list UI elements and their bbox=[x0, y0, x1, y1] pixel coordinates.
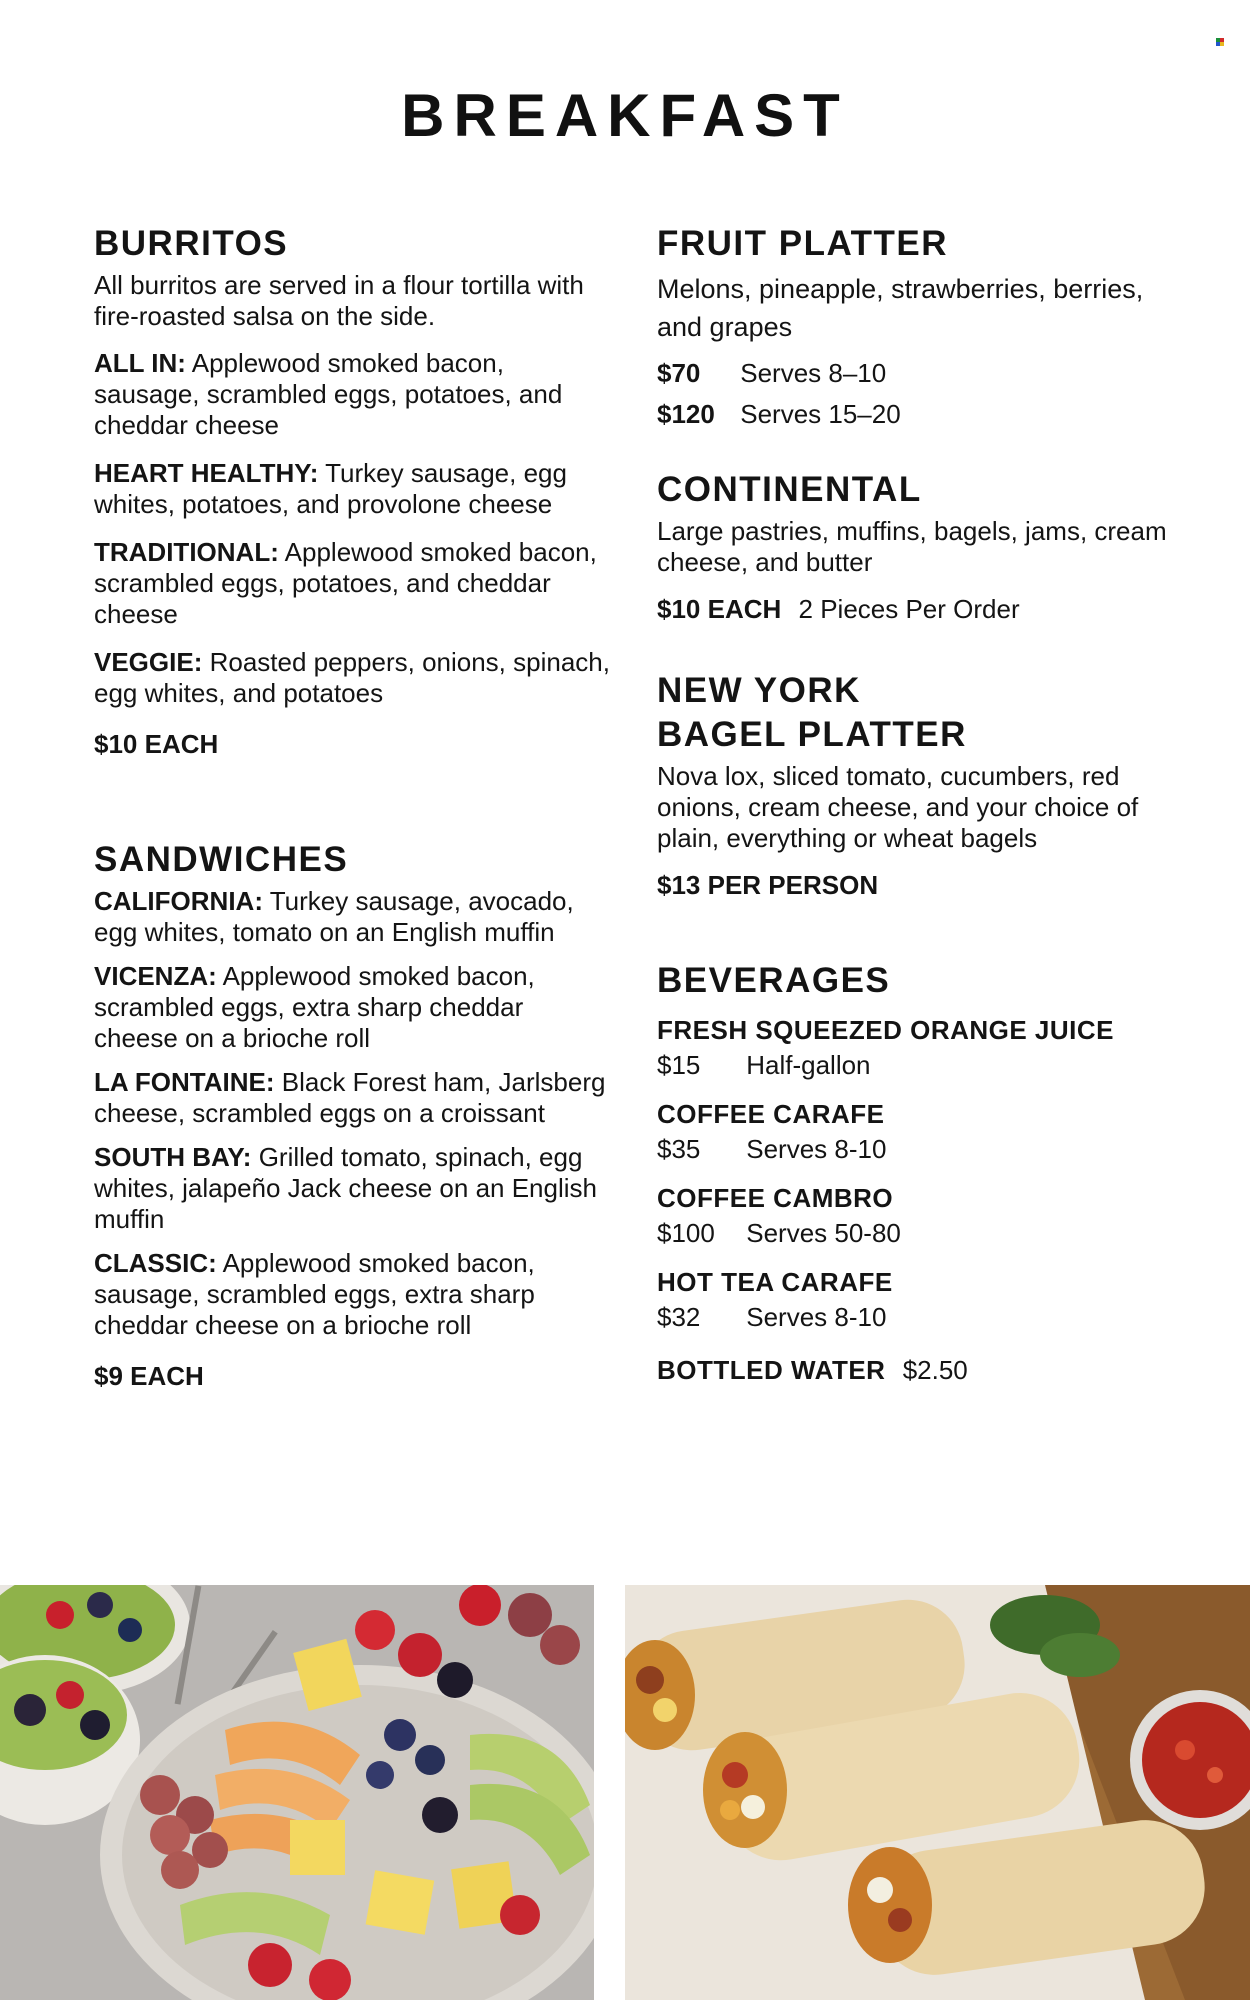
beverage-price-row bbox=[657, 1218, 1177, 1249]
beverage-detail: Serves 50-80 bbox=[746, 1218, 901, 1248]
item-description: Turkey sausage, egg whites, potatoes, and provolone cheese bbox=[94, 458, 567, 519]
price-amount: $32 bbox=[657, 1302, 701, 1332]
right-column bbox=[657, 222, 1177, 1404]
burritos-intro: All burritos are served in a flour tortilla with fire-roasted salsa on the side. bbox=[94, 270, 584, 331]
fruit-platter-photo bbox=[0, 1585, 594, 2000]
price-amount: $120 bbox=[657, 399, 715, 429]
fruit-platter-description: Melons, pineapple, strawberries, berries, and grapes bbox=[657, 274, 1144, 342]
beverage-detail: Serves 8-10 bbox=[746, 1134, 887, 1164]
beverage-name: COFFEE CARAFE bbox=[657, 1099, 885, 1129]
fruit-platter-price-row bbox=[657, 399, 1177, 430]
menu-item-traditional bbox=[94, 537, 614, 630]
menu-item-vicenza bbox=[94, 961, 614, 1054]
item-name: LA FONTAINE: bbox=[94, 1067, 275, 1097]
menu-item-veggie bbox=[94, 647, 614, 709]
item-name: VICENZA: bbox=[94, 961, 217, 991]
serves-text: Serves 15–20 bbox=[740, 399, 901, 429]
fruit-platter-section bbox=[657, 222, 1177, 430]
item-name: CALIFORNIA: bbox=[94, 886, 263, 916]
item-name: SOUTH BAY: bbox=[94, 1142, 252, 1172]
bottled-water-row bbox=[657, 1355, 1177, 1386]
burritos-price: $10 EACH bbox=[94, 729, 219, 759]
item-description: Applewood smoked bacon, scrambled eggs, potatoes, and cheddar cheese bbox=[94, 537, 597, 629]
continental-title: CONTINENTAL bbox=[657, 470, 922, 509]
bagel-platter-title-line2: BAGEL PLATTER bbox=[657, 715, 967, 754]
corner-mark-icon bbox=[1216, 38, 1224, 46]
menu-item-south-bay bbox=[94, 1142, 614, 1235]
item-description: Applewood smoked bacon, scrambled eggs, extra sharp cheddar cheese on a brioche roll bbox=[94, 961, 535, 1053]
order-note: 2 Pieces Per Order bbox=[798, 594, 1020, 624]
item-name: VEGGIE: bbox=[94, 647, 203, 677]
burritos-illustration bbox=[625, 1585, 1250, 2000]
bagel-platter-description: Nova lox, sliced tomato, cucumbers, red onions, cream cheese, and your choice of plain, everything or wheat bagels bbox=[657, 761, 1139, 853]
continental-section bbox=[657, 468, 1177, 625]
page-title: BREAKFAST bbox=[401, 82, 849, 149]
beverage-price-row bbox=[657, 1134, 1177, 1165]
continental-price-row bbox=[657, 594, 1177, 625]
price-amount: $15 bbox=[657, 1050, 701, 1080]
beverage-item bbox=[657, 1015, 1177, 1081]
menu-item-california bbox=[94, 886, 614, 948]
beverage-name: HOT TEA CARAFE bbox=[657, 1267, 893, 1297]
bagel-platter-price: $13 PER PERSON bbox=[657, 870, 879, 900]
item-name: HEART HEALTHY: bbox=[94, 458, 319, 488]
menu-item-la-fontaine bbox=[94, 1067, 614, 1129]
serves-text: Serves 8–10 bbox=[740, 358, 887, 388]
beverage-item bbox=[657, 1099, 1177, 1165]
beverages-title: BEVERAGES bbox=[657, 961, 891, 1000]
sandwiches-title: SANDWICHES bbox=[94, 840, 349, 879]
sandwiches-section bbox=[94, 838, 614, 1392]
item-name: TRADITIONAL: bbox=[94, 537, 279, 567]
item-description: Applewood smoked bacon, sausage, scrambled eggs, extra sharp cheddar cheese on a brioche roll bbox=[94, 1248, 535, 1340]
price-amount: $10 EACH bbox=[657, 594, 782, 624]
item-description: Applewood smoked bacon, sausage, scrambled eggs, potatoes, and cheddar cheese bbox=[94, 348, 563, 440]
menu-item-all-in bbox=[94, 348, 614, 441]
item-description: Grilled tomato, spinach, egg whites, jalapeño Jack cheese on an English muffin bbox=[94, 1142, 597, 1234]
menu-item-classic bbox=[94, 1248, 614, 1341]
price-amount: $35 bbox=[657, 1134, 701, 1164]
burritos-title: BURRITOS bbox=[94, 224, 289, 263]
price-amount: $100 bbox=[657, 1218, 715, 1248]
item-name: CLASSIC: bbox=[94, 1248, 217, 1278]
beverage-name: BOTTLED WATER bbox=[657, 1355, 886, 1385]
item-name: ALL IN: bbox=[94, 348, 186, 378]
beverage-detail: Serves 8-10 bbox=[746, 1302, 887, 1332]
beverage-price-row bbox=[657, 1050, 1177, 1081]
bagel-platter-section bbox=[657, 669, 1177, 901]
beverage-item bbox=[657, 1183, 1177, 1249]
beverage-name: COFFEE CAMBRO bbox=[657, 1183, 894, 1213]
fruit-platter-title: FRUIT PLATTER bbox=[657, 224, 949, 263]
item-description: Turkey sausage, avocado, egg whites, tomato on an English muffin bbox=[94, 886, 574, 947]
price-amount: $70 bbox=[657, 358, 701, 388]
beverages-section bbox=[657, 959, 1177, 1386]
sandwiches-price: $9 EACH bbox=[94, 1361, 204, 1391]
burritos-section bbox=[94, 222, 614, 760]
beverage-detail: Half-gallon bbox=[746, 1050, 871, 1080]
beverage-item bbox=[657, 1267, 1177, 1333]
fruit-platter-illustration bbox=[0, 1585, 594, 2000]
fruit-platter-price-row bbox=[657, 358, 1177, 389]
bagel-platter-title-line1: NEW YORK bbox=[657, 671, 861, 710]
item-description: Black Forest ham, Jarlsberg cheese, scrambled eggs on a croissant bbox=[94, 1067, 606, 1128]
left-column bbox=[94, 222, 614, 1392]
beverage-price-row bbox=[657, 1302, 1177, 1333]
burritos-photo bbox=[625, 1585, 1250, 2000]
continental-description: Large pastries, muffins, bagels, jams, cream cheese, and butter bbox=[657, 516, 1167, 577]
beverage-name: FRESH SQUEEZED ORANGE JUICE bbox=[657, 1015, 1115, 1045]
item-description: Roasted peppers, onions, spinach, egg whites, and potatoes bbox=[94, 647, 610, 708]
menu-item-heart-healthy bbox=[94, 458, 614, 520]
price-amount: $2.50 bbox=[902, 1355, 968, 1385]
